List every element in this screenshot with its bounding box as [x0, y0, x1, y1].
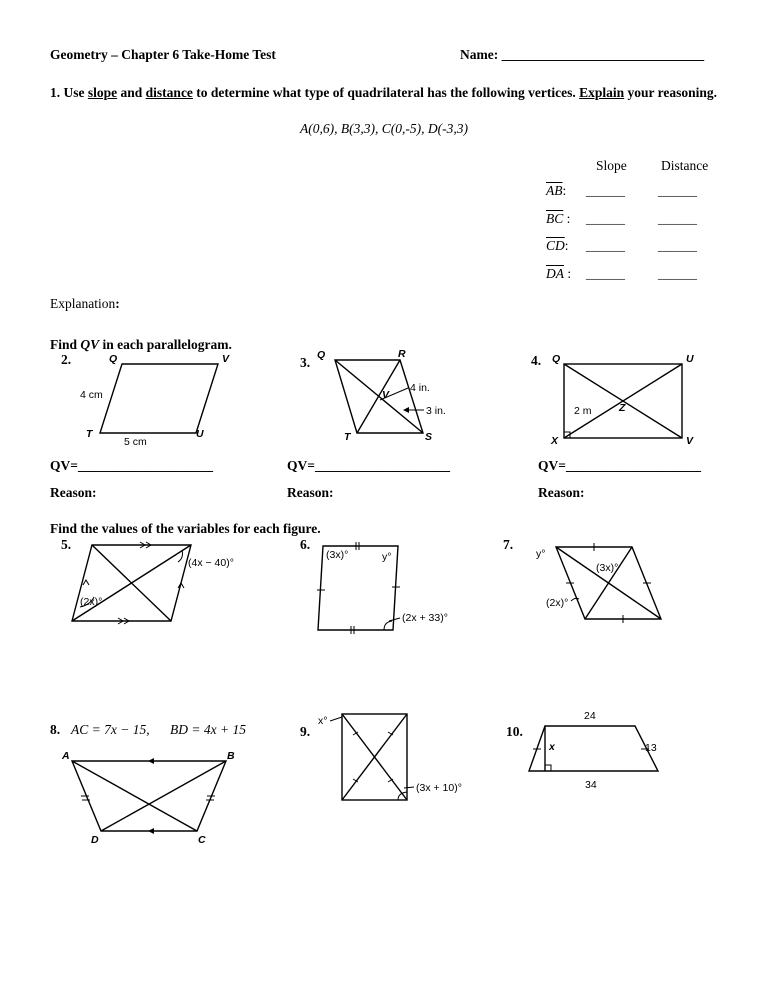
find-qv-heading-var: QV	[80, 337, 100, 352]
problem-7-number: 7.	[503, 537, 514, 552]
fig6-angle-3: (2x + 33)°	[402, 612, 448, 624]
fig4-label-v: V	[686, 435, 694, 447]
fig10-height: x	[549, 741, 555, 753]
segment-ab-label: $\overline{AB}$	[546, 183, 563, 198]
q1-text-c: to determine what type of quadrilateral has the following vertices.	[192, 85, 580, 100]
problem-5-number: 5.	[61, 537, 72, 552]
q1-text-a: Use	[63, 85, 88, 100]
fig8-label-a: A	[62, 750, 70, 762]
fig5-angle-1: (4x − 40)°	[188, 557, 234, 569]
qv-answer-2[interactable]: QV=____________________	[50, 458, 213, 473]
fig3-label-s: S	[425, 431, 433, 443]
find-variables-heading: Find the values of the variables for each figure.	[50, 521, 321, 536]
fig6-angle-2: y°	[382, 551, 392, 563]
fig4-label-x: X	[551, 435, 559, 447]
segment-cd-label: $\overline{CD}$	[546, 238, 565, 253]
slope-ab-blank[interactable]: ______	[586, 183, 625, 198]
slope-da-blank[interactable]: ______	[586, 266, 625, 281]
find-qv-heading-a: Find	[50, 337, 81, 352]
fig10-side: 13	[645, 742, 657, 754]
find-qv-heading	[50, 337, 232, 353]
fig4-label-q: Q	[552, 353, 561, 365]
q1-explain-word: Explain	[579, 85, 625, 100]
fig3-label-q: Q	[317, 349, 326, 361]
segment-row-cd	[546, 238, 569, 254]
segment-bc-label: $\overline{BC}$	[546, 211, 564, 226]
fig4-len: 2 m	[574, 405, 592, 417]
fig2-label-v: V	[222, 353, 230, 365]
problem-8-equation-bd: BD = 4x + 15	[170, 722, 246, 737]
fig3-len-1: 4 in.	[410, 382, 430, 394]
fig2-label-t: T	[86, 428, 93, 440]
distance-da-blank[interactable]: ______	[658, 266, 697, 281]
segment-row-bc	[546, 211, 570, 227]
fig10-bottom: 34	[585, 779, 597, 791]
slope-column-header: Slope	[596, 158, 627, 173]
distance-ab-blank[interactable]: ______	[658, 183, 697, 198]
find-qv-heading-b: in each parallelogram.	[99, 337, 232, 352]
reason-label-4: Reason:	[538, 485, 585, 500]
segment-ab-colon: :	[562, 183, 567, 198]
explanation-colon: :	[115, 296, 120, 311]
explanation-text: Explanation	[50, 296, 116, 311]
name-field-label: Name: ______________________________	[460, 47, 705, 62]
q1-vertices: A(0,6), B(3,3), C(0,-5), D(-3,3)	[300, 121, 468, 136]
test-title: Geometry – Chapter 6 Take-Home Test	[50, 47, 276, 62]
problem-4-number: 4.	[531, 353, 542, 368]
fig9-angle-1: x°	[318, 715, 328, 727]
segment-row-ab	[546, 183, 566, 199]
segment-bc-colon: :	[563, 211, 571, 226]
fig8-label-c: C	[198, 834, 206, 846]
fig7-angle-1: y°	[536, 548, 546, 560]
fig7-angle-2: (3x)°	[596, 562, 619, 574]
slope-bc-blank[interactable]: ______	[586, 211, 625, 226]
explanation-label	[50, 296, 120, 312]
fig8-label-b: B	[227, 750, 235, 762]
q1-distance-word: distance	[145, 85, 193, 100]
fig2-side-bottom: 5 cm	[124, 436, 147, 448]
problem-8-equation-ac: AC = 7x − 15,	[71, 722, 150, 737]
fig2-side-left: 4 cm	[80, 389, 103, 401]
reason-label-2: Reason:	[50, 485, 97, 500]
fig2-label-u: U	[196, 428, 204, 440]
fig4-label-u: U	[686, 353, 694, 365]
q1-slope-word: slope	[87, 85, 118, 100]
reason-label-3: Reason:	[287, 485, 334, 500]
problem-2-number: 2.	[61, 352, 72, 367]
problem-9-number: 9.	[300, 724, 311, 739]
problem-3-number: 3.	[300, 355, 311, 370]
fig7-angle-3: (2x)°	[546, 597, 569, 609]
q1-number: 1.	[50, 85, 61, 100]
distance-column-header: Distance	[661, 158, 709, 173]
qv-answer-4[interactable]: QV=____________________	[538, 458, 701, 473]
fig3-label-t: T	[344, 431, 351, 443]
question-1-prompt	[50, 83, 740, 102]
distance-bc-blank[interactable]: ______	[658, 211, 697, 226]
fig5-angle-2: (2x)°	[80, 596, 103, 608]
qv-answer-3[interactable]: QV=____________________	[287, 458, 450, 473]
problem-10-number: 10.	[506, 724, 523, 739]
segment-da-colon: :	[564, 266, 572, 281]
q1-text-b: and	[117, 85, 146, 100]
distance-cd-blank[interactable]: ______	[658, 238, 697, 253]
fig8-label-d: D	[91, 834, 99, 846]
segment-da-label: $\overline{DA}$	[546, 266, 564, 281]
fig3-label-v: V	[382, 389, 390, 401]
q1-text-d: your reasoning.	[624, 85, 718, 100]
problem-8-number: 8.	[50, 722, 61, 737]
segment-row-da	[546, 266, 571, 282]
fig3-label-r: R	[398, 348, 406, 360]
fig2-label-q: Q	[109, 353, 118, 365]
slope-cd-blank[interactable]: ______	[586, 238, 625, 253]
fig4-label-z: Z	[619, 402, 626, 414]
fig6-angle-1: (3x)°	[326, 549, 349, 561]
fig10-top: 24	[584, 710, 596, 722]
problem-6-number: 6.	[300, 537, 311, 552]
fig9-angle-2: (3x + 10)°	[416, 782, 462, 794]
fig3-len-2: 3 in.	[426, 405, 446, 417]
segment-cd-colon: :	[564, 238, 569, 253]
